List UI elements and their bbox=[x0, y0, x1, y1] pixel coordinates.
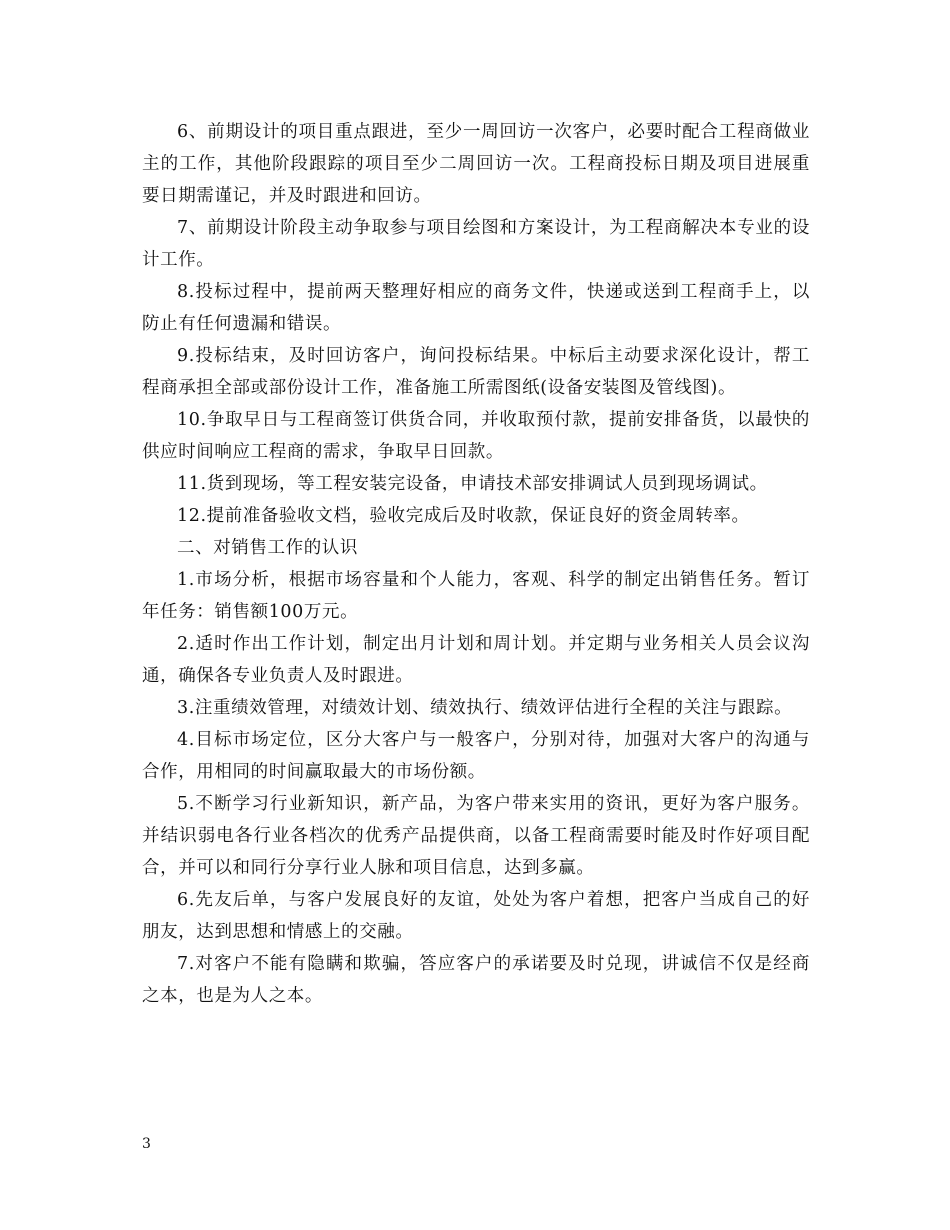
paragraph: 9.投标结束，及时回访客户，询问投标结果。中标后主动要求深化设计，帮工程商承担全部或部份设计工作，准备施工所需图纸(设备安装图及管线图)。 bbox=[142, 346, 810, 398]
paragraph: 11.货到现场，等工程安装完设备，申请技术部安排调试人员到现场调试。 bbox=[177, 474, 768, 494]
section-heading: 二、对销售工作的认识 bbox=[177, 538, 358, 558]
paragraph: 12.提前准备验收文档，验收完成后及时收款，保证良好的资金周转率。 bbox=[177, 506, 750, 526]
paragraph: 6.先友后单，与客户发展良好的友谊，处处为客户着想，把客户当成自己的好朋友，达到思想和情感上的交融。 bbox=[142, 890, 810, 942]
document-body bbox=[142, 116, 810, 1012]
paragraph: 3.注重绩效管理，对绩效计划、绩效执行、绩效评估进行全程的关注与跟踪。 bbox=[177, 698, 793, 718]
paragraph: 5.不断学习行业新知识，新产品，为客户带来实用的资讯，更好为客户服务。并结识弱电各行业各档次的优秀产品提供商，以备工程商需要时能及时作好项目配合，并可以和同行分享行业人脉和项目信息，达到多赢。 bbox=[142, 794, 810, 878]
paragraph: 8.投标过程中，提前两天整理好相应的商务文件，快递或送到工程商手上，以防止有任何遗漏和错误。 bbox=[142, 282, 810, 334]
paragraph: 2.适时作出工作计划，制定出月计划和周计划。并定期与业务相关人员会议沟通，确保各专业负责人及时跟进。 bbox=[142, 634, 810, 686]
paragraph: 7、前期设计阶段主动争取参与项目绘图和方案设计，为工程商解决本专业的设计工作。 bbox=[142, 218, 810, 270]
paragraph: 4.目标市场定位，区分大客户与一般客户，分别对待，加强对大客户的沟通与合作，用相同的时间赢取最大的市场份额。 bbox=[142, 730, 810, 782]
paragraph: 10.争取早日与工程商签订供货合同，并收取预付款，提前安排备货，以最快的供应时间响应工程商的需求，争取早日回款。 bbox=[142, 410, 810, 462]
paragraph: 7.对客户不能有隐瞒和欺骗，答应客户的承诺要及时兑现，讲诚信不仅是经商之本，也是为人之本。 bbox=[142, 954, 810, 1006]
paragraph: 6、前期设计的项目重点跟进，至少一周回访一次客户，必要时配合工程商做业主的工作，其他阶段跟踪的项目至少二周回访一次。工程商投标日期及项目进展重要日期需谨记，并及时跟进和回访。 bbox=[142, 122, 810, 206]
paragraph: 1.市场分析，根据市场容量和个人能力，客观、科学的制定出销售任务。暂订年任务：销售额100万元。 bbox=[142, 570, 810, 622]
page-number: 3 bbox=[142, 1136, 151, 1152]
